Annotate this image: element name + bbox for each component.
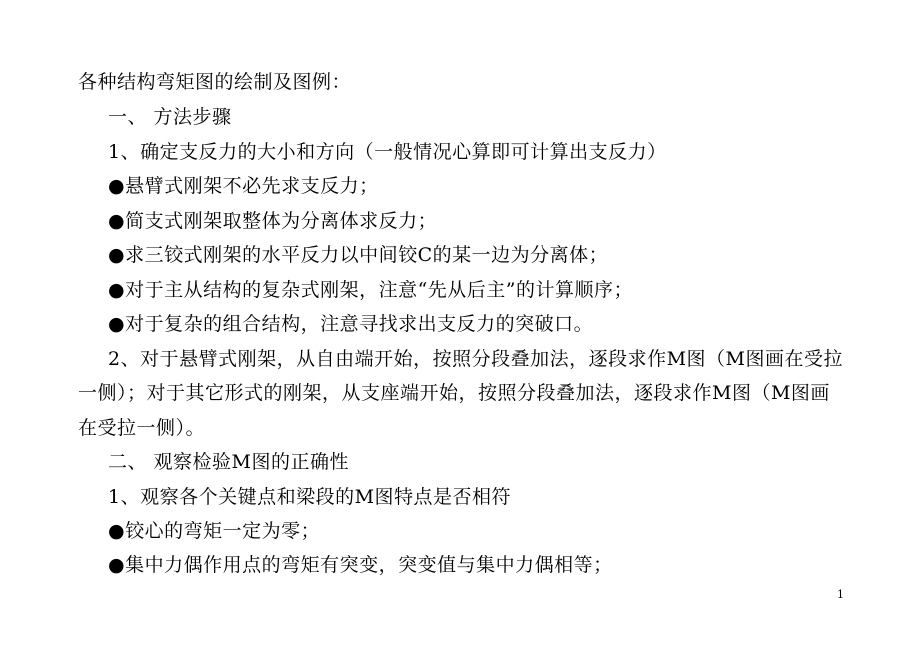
document-title: 各种结构弯矩图的绘制及图例： <box>78 71 352 93</box>
bullet-primary-secondary-frame: ●对于主从结构的复杂式刚架，注意“先从后主”的计算顺序； <box>108 279 634 301</box>
section-heading-methods: 一、 方法步骤 <box>108 106 232 128</box>
page-number: 1 <box>837 588 844 601</box>
bullet-cantilever-frame: ●悬臂式刚架不必先求支反力； <box>108 175 379 197</box>
bullet-couple-jump: ●集中力偶作用点的弯矩有突变，突变值与集中力偶相等； <box>108 554 613 576</box>
section-heading-check: 二、 观察检验M图的正确性 <box>108 451 349 473</box>
paragraph-step-2-line-3: 在受拉一侧）。 <box>78 417 206 439</box>
paragraph-step-1: 1、确定支反力的大小和方向（一般情况心算即可计算出支反力） <box>108 141 667 163</box>
bullet-three-hinged-frame: ●求三铰式刚架的水平反力以中间铰C的某一边为分离体； <box>108 244 609 266</box>
bullet-hinge-moment: ●铰心的弯矩一定为零； <box>108 520 321 542</box>
paragraph-check-step-1: 1、观察各个关键点和梁段的M图特点是否相符 <box>108 486 512 508</box>
paragraph-step-2-line-1: 2、对于悬臂式刚架，从自由端开始，按照分段叠加法，逐段求作M图（M图画在受拉 <box>108 348 843 370</box>
bullet-complex-composite: ●对于复杂的组合结构，注意寻找求出支反力的突破口。 <box>108 313 594 335</box>
paragraph-step-2-line-2: 一侧）；对于其它形式的刚架，从支座端开始，按照分段叠加法，逐段求作M图（M图画 <box>78 382 830 404</box>
bullet-simply-supported-frame: ●简支式刚架取整体为分离体求反力； <box>108 210 438 232</box>
